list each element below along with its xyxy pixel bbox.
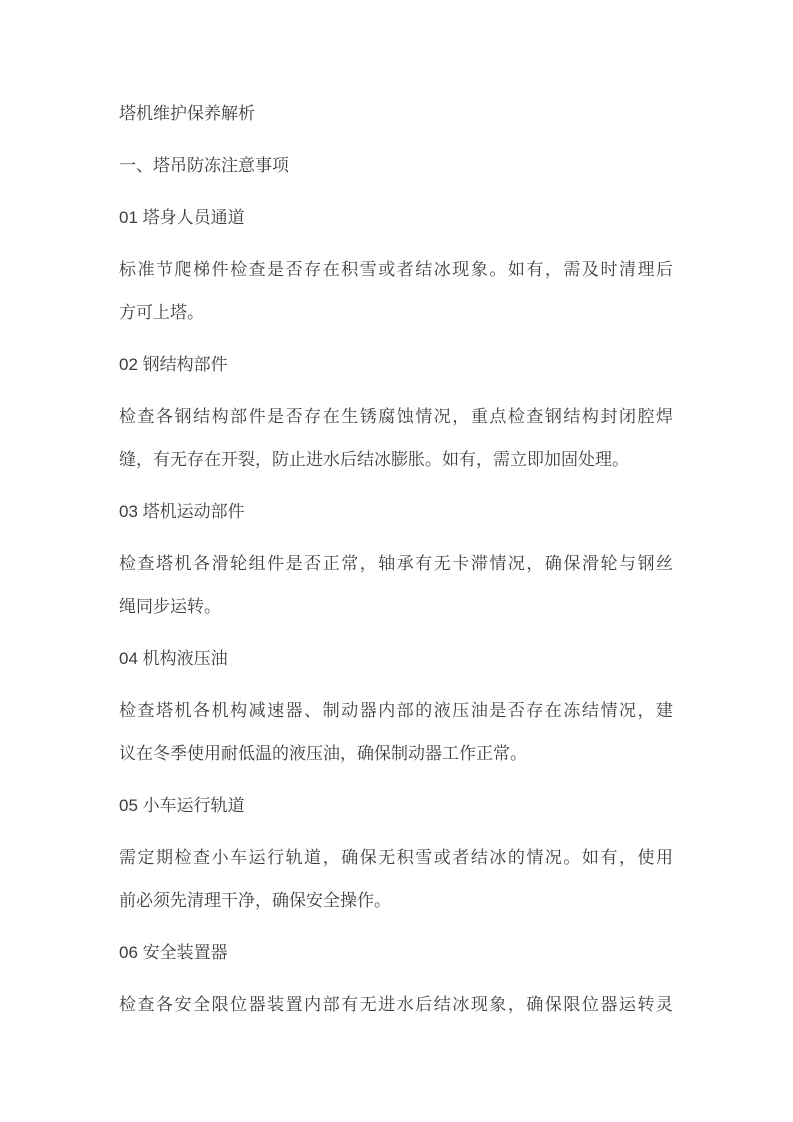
text-line: 绳同步运转。 [119,597,221,616]
text-line: 04 机构液压油 [119,649,228,668]
text-line: 标准节爬梯件检查是否存在积雪或者结冰现象。如有，需及时清理后 [119,260,673,279]
text-line: 一、塔吊防冻注意事项 [119,156,289,175]
paragraph-body [119,542,673,628]
paragraph-title [119,92,673,135]
paragraph-body [119,983,673,1026]
text-line: 02 钢结构部件 [119,355,228,374]
text-line: 检查塔机各机构减速器、制动器内部的液压油是否存在冻结情况，建 [119,701,673,720]
text-line: 检查各钢结构部件是否存在生锈腐蚀情况，重点检查钢结构封闭腔焊 [119,407,673,426]
paragraph-heading [119,784,673,827]
text-line: 05 小车运行轨道 [119,796,245,815]
text-line: 06 安全装置器 [119,943,228,962]
text-line: 塔机维护保养解析 [119,104,255,123]
paragraph-heading [119,490,673,533]
text-line: 01 塔身人员通道 [119,208,245,227]
paragraph-heading [119,144,673,187]
text-line: 检查各安全限位器装置内部有无进水后结冰现象，确保限位器运转灵 [119,995,673,1014]
text-line: 03 塔机运动部件 [119,502,245,521]
document-content [119,92,673,1035]
paragraph-heading [119,931,673,974]
text-line: 议在冬季使用耐低温的液压油，确保制动器工作正常。 [119,744,527,763]
paragraph-heading [119,637,673,680]
paragraph-body [119,395,673,481]
text-line: 需定期检查小车运行轨道，确保无积雪或者结冰的情况。如有，使用 [119,848,673,867]
paragraph-heading [119,196,673,239]
text-line: 缝，有无存在开裂，防止进水后结冰膨胀。如有，需立即加固处理。 [119,450,629,469]
text-line: 方可上塔。 [119,303,204,322]
text-line: 检查塔机各滑轮组件是否正常，轴承有无卡滞情况，确保滑轮与钢丝 [119,554,673,573]
paragraph-heading [119,343,673,386]
text-line: 前必须先清理干净，确保安全操作。 [119,891,391,910]
paragraph-body [119,248,673,334]
paragraph-body [119,836,673,922]
paragraph-body [119,689,673,775]
